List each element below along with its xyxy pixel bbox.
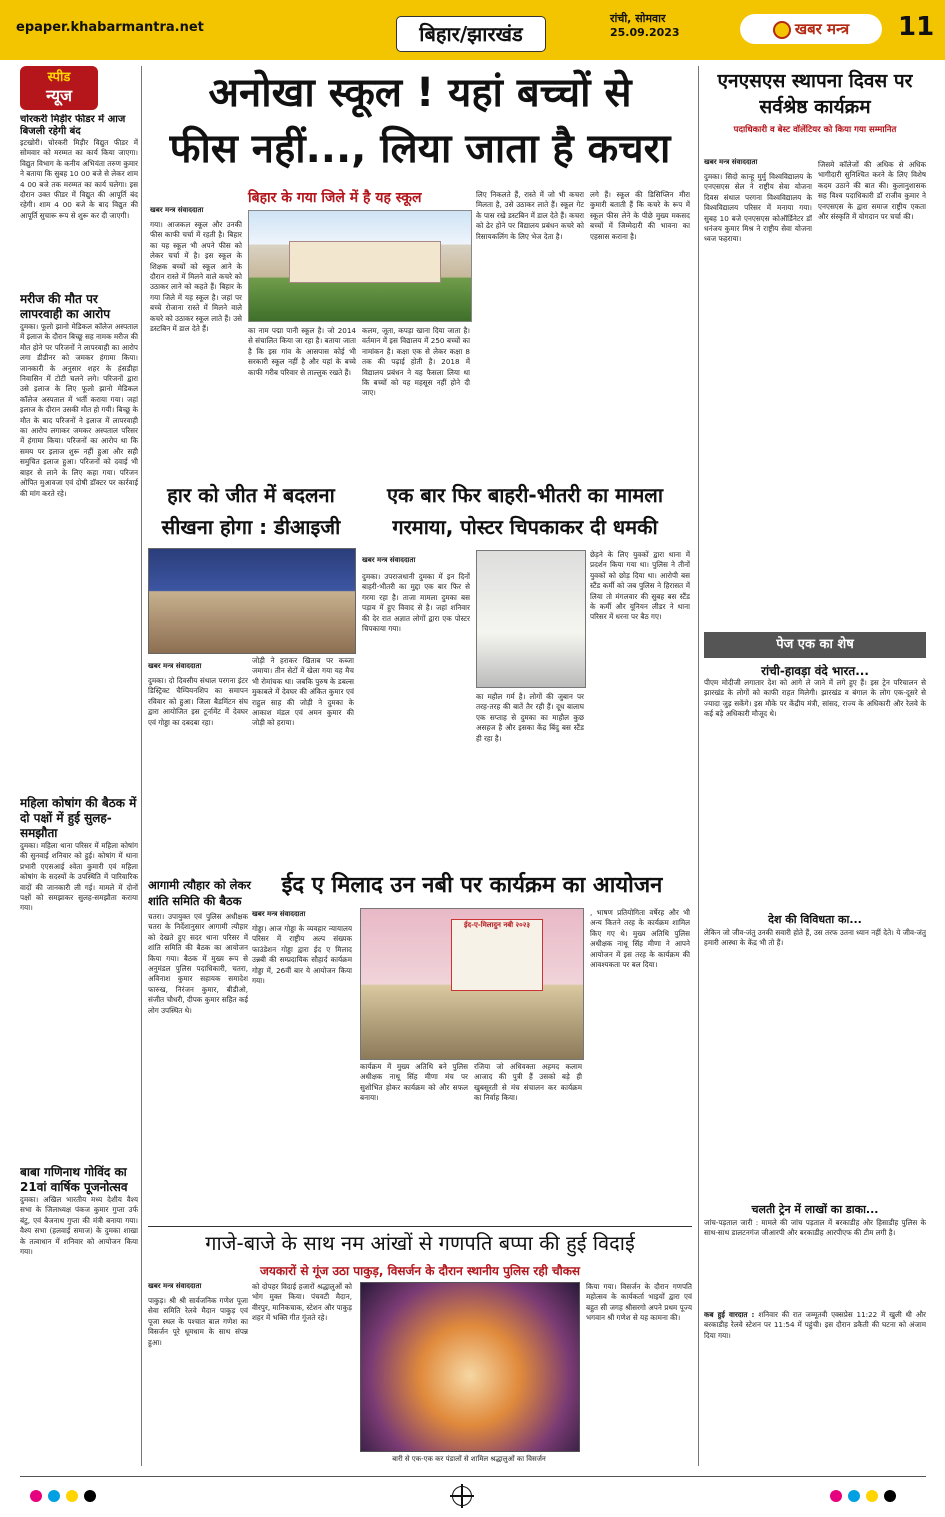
- speed-news-item: [20, 292, 138, 792]
- vande-bharat-headline: रांची-हावड़ा वंदे भारत...: [761, 664, 869, 678]
- crosshair-icon: [452, 1486, 472, 1506]
- train-robbery-time: [704, 1310, 926, 1466]
- train-robbery-body: जांच-पड़ताल जारी : मामले की जांच पड़ताल में बरकाडीह और हिसाडीह पुलिस के साथ-साथ डालटनगंज जीआरपी और बरकाडीह आरपीएफ की टीम लगी है।: [704, 1218, 926, 1238]
- color-dot: [830, 1490, 842, 1502]
- footer-rule: [20, 1476, 926, 1477]
- registration-marks-right: [830, 1490, 896, 1502]
- bahri-headline-line2: गरमाया, पोस्टर चिपकाकर दी धमकी: [392, 515, 658, 539]
- bahri-byline: खबर मन्त्र संवाददाता: [362, 556, 416, 564]
- meeting-body: चतरा। उपायुक्त एवं पुलिस अधीक्षक चतरा के निर्देशानुसार आगामी त्यौहार को देखते हुए सदर थाना परिसर में शांति समिति की बैठक का आयोजन किया गया। बैठक में मुख्य रूप से अनुमंडल पुलिस पदाधिकारी, चतरा, अविनाश कुमार सहायक समादेश फारुख, निरंजन कुमार, बीडीओ, संजीत चौधरी, दीपक कुमार सहित कई लोग उपस्थित थे।: [148, 912, 248, 1015]
- speed-news-logo: [20, 66, 98, 110]
- meeting-headline-line1: आगामी त्यौहार को लेकर: [148, 878, 251, 892]
- item-body: दुमका। अखिल भारतीय मध्य देशीय वैश्य सभा के जिलाध्यक्ष पंकज कुमार गुप्ता उर्फ बंटु, एवं बैजनाथ गुप्ता की मंत्री बनाया गया। वैश्य सभा (हलवाई समाज) के दुमका शाखा के तत्वाधान में शनिवार को आयोजन किया गया।: [20, 1195, 138, 1257]
- site-url[interactable]: epaper.khabarmantra.net: [16, 20, 204, 35]
- nss-headline: एनएसएस स्थापना दिवस पर सर्वश्रेष्ठ कार्यक्रम: [717, 70, 913, 118]
- eid-body-col2: , भाषण प्रतियोगिता वर्षेरह और भी अन्य कितने तरह के कार्यक्रम शामिल किए गए थे। मुख्य अतिथि पुलिस अधीक्षक नाथू सिंह मीणा ने आपने आयोजन में इस तरह के कार्यक्रम की आवश्यकता पर बल दिया।: [590, 908, 690, 970]
- city-day: रांची, सोमवार: [610, 12, 666, 25]
- school-building-shape: [289, 241, 441, 283]
- news-label: न्यूज: [46, 86, 72, 105]
- lead-kicker: बिहार के गया जिले में है यह स्कूल: [248, 190, 422, 206]
- speed-news-column: [20, 114, 138, 1474]
- ganpati-body-col3: किया गया। विसर्जन के दौरान गणपति महोत्सव के कार्यकर्ता भाइयों द्वारा एवं बहुत सी जगह श्रीसरगो अपने प्रथम पूज्य भगवान श्री गणेश से यह कामना की।: [586, 1282, 692, 1323]
- column-divider: [141, 66, 142, 1466]
- dig-headline-line1: हार को जीत में बदलना: [167, 483, 335, 507]
- ganpati-byline: खबर मन्त्र संवाददाता: [148, 1282, 202, 1290]
- bahri-body-col1: दुमका। उपराजधानी दुमका में इन दिनों बाहरी-भीतरी का मुद्दा एक बार फिर से गरमा रहा है। ताजा मामला दुमका बस पड़ाव में हुए विवाद से है। जहां शनिवार की देर रात अज्ञात लोगों द्वारा एक पोस्टर चिपकाया गया।: [362, 572, 470, 634]
- eid-byline: खबर मन्त्र संवाददाता: [252, 910, 306, 918]
- issue-date: 25.09.2023: [610, 26, 680, 39]
- color-dot: [48, 1490, 60, 1502]
- incident-time-label: कब हुई वारदात :: [704, 1310, 759, 1319]
- item-body: दुमका। फूलो झानो मेडिकल कॉलेज अस्पताल में इलाज के दौरान बिच्छू सह नामक मरीज की मौत होने पर परिजनों ने लापरवाही का आरोप लगा डीडीनर को जमकर हंगामा किया। जानकारी के अनुसार शहर के हंसडीहा निवासिन में टोटी चलने लगे। परिजनों द्वारा उसे इलाज के लिए फूलो झानो मेडिकल कॉलेज अस्पताल में भर्ती कराया गया। जहां इलाज के दौरान उसकी मौत हो गयी। बिच्छू के मौत के बाद परिजनों ने इलाज में लापरवाही का आरोप लगाकर जमकर अस्पताल परिसर में हंगामा किया। परिजनों का आरोप था कि समय पर इलाज शुरू नहीं हुआ और सही समुचित इलाज हुआ। परिजनों को दवाई भी बाहर से लाने के लिए कहा गया। परिजन ओपित मुआवजा एवं दोषी डॉक्टर पर कार्रवाई की मांग करते रहे।: [20, 322, 138, 498]
- item-title: बाबा गणिनाथ गोविंद का 21वां वार्षिक पूजनोत्सव: [20, 1165, 128, 1194]
- bahri-body-col3: छेड़ने के लिए युवकों द्वारा थाना में प्रदर्शन किया गया था। पुलिस ने तीनों युवकों को छोड़ दिया था। आरोपी बस स्टैंड कर्मी को जब पुलिस ने हिरासत में लिया तो मंगलवार की सुबह बस स्टैंड के कर्मी और यूनियन लीडर ने थाना परिसर में धरना पर बैठ गए।: [590, 550, 690, 622]
- bahri-body-col2: का महौल गर्म है। लोगों की जुबान पर तरह-तरह की बातें तैर रही हैं। दूध बालाघ एक सप्ताह से दुमका का माहौल कुछ असहज है और इसका केंद्र बिंदु बस स्टैंड ही रहा है।: [476, 692, 584, 743]
- item-body: दुमका। महिला थाना परिसर में महिला कोषांग की सुनवाई शनिवार को हुई। कोषांग में थाना प्रभारी एएसआई श्वेता कुमारी एवं महिला कोषांग के सदस्यों के उपस्थिति में पारिवारिक वादों की जानकारी ली गई। मामले में दोनों पक्षों को समझाकर सुलह-समझौता कराया गया।: [20, 841, 138, 913]
- lead-body-col4: लिए निकलते हैं, रास्ते में जो भी कचरा मिलता है, उसे उठाकर लाते हैं। स्कूल गेट के पास रखे डस्टबिन में डाल देते हैं। कचरा को ढेर होने पर विद्यालय प्रबंधन कचरे को रिसायकलिंग के लिए भेज देता है।: [476, 190, 584, 241]
- lead-body-col1: गया। आजकल स्कूल और उनकी फीस काफी चर्चा में रहती है। बिहार का यह स्कूल भी अपने फीस को लेकर चर्चा में है। इस स्कूल के शिक्षक बच्चों को स्कूल आने के दौरान रास्ते में मिलने वाले कचरे को उठाकर लाने को कहते हैं। बिहार के गया जिले में यह स्कूल है। जहां पर बच्चे रोजाना रास्ते में मिलने वाले कचरे को उठाकर स्कूल लाते हैं। उसे डस्टबिन में डाल देते हैं।: [150, 220, 242, 334]
- nss-subhead: पदाधिकारी व बेस्ट वॉलेंटियर को किया गया सम्मानित: [733, 125, 897, 135]
- column-divider: [698, 66, 699, 1466]
- date-line: [610, 12, 680, 40]
- color-dot: [866, 1490, 878, 1502]
- lead-headline-line2: फीस नहीं..., लिया जाता है कचरा: [169, 126, 671, 172]
- dig-headline-line2: सीखना होगा : डीआइजी: [161, 515, 341, 539]
- diversity-subhead: देश की विविधता का...: [768, 913, 862, 926]
- speed-label: स्पीड: [47, 70, 71, 85]
- lead-photo: [248, 210, 472, 322]
- ganpati-headline: गाजे-बाजे के साथ नम आंखों से गणपति बप्पा की हुई विदाई: [205, 1231, 635, 1255]
- dig-body-col2: जोड़ी ने हराकर खिताब पर कब्जा जमाया। तीन सेटों में खेला गया यह मैच भी रोमांचक था। जबकि पुरुष के डबल्स मुकाबले में देवघर की अंकित कुमार एवं राहुल साह की जोड़ी ने दुमका के आकाश मंडल एवं अमन कुमार की जोड़ी को हराया।: [252, 656, 354, 728]
- diversity-body: लेकिन जो जीव-जंतु उनकी सवारी होते हैं, उस तरफ उतना ध्यान नहीं देते। ये जीव-जंतु हमारी आस्था के केंद्र भी तो हैं।: [704, 928, 926, 948]
- nss-byline: खबर मन्त्र संवाददाता: [704, 158, 758, 166]
- eid-banner: ईद-ए-मिलादुन नबी २०२३: [451, 919, 543, 991]
- eid-body-col1: गोड्डा। आज गोड्डा के व्यवहार न्यायालय परिसर में राष्ट्रीय अल्प संख्यक फाउंडेशन गोड्डा द्वारा ईद ए मिलाद उन्नबी की सम्प्रदायिक सौहार्द कार्यक्रम गोड्डा में, 26वीं बार ये आयोजन किया गया।: [252, 924, 352, 986]
- ganpati-photo: [360, 1282, 580, 1452]
- ganpati-photo-caption: बारी से एक-एक कर पंडालों से शामिल श्रद्धालुओं का विसर्जन: [392, 1455, 546, 1463]
- lead-byline: खबर मन्त्र संवाददाता: [150, 206, 204, 214]
- ganpati-body-col1: पाकुड़। श्री श्री सार्वजनिक गणेश पूजा सेवा समिति रेलवे मैदान पाकुड़ एवं पूजा स्थल के पश्चात बाल गणेश का विसर्जन पूरे धूमधाम के साथ संपन्न हुआ।: [148, 1296, 248, 1347]
- eid-headline: ईद ए मिलाद उन नबी पर कार्यक्रम का आयोजन: [281, 873, 663, 898]
- color-dot: [884, 1490, 896, 1502]
- speed-news-item: [20, 114, 138, 288]
- lead-headline-line1: अनोखा स्कूल ! यहां बच्चों से: [208, 70, 632, 116]
- train-robbery-subhead: चलती ट्रेन में लाखों का डाका...: [751, 1203, 879, 1216]
- lead-body-col5: लगे हैं। स्कूल की डिसिप्लिन मीरा कुमारी बताती हैं कि कचरे के रूप में स्कूल फीस लेने के पीछे मुख्य मकसद बच्चों में जिम्मेदारी की भावना का एहसास कराना है।: [590, 190, 690, 241]
- eid-body-col4: रजिया जो अधिवक्ता अहमद कलाम आजाद की पुत्री हैं उसको बड़े ही खुबसूरती से मंच संचालन कर कार्यक्रम का निर्वाह किया।: [474, 1062, 582, 1103]
- item-title: मरीज की मौत पर लापरवाही का आरोप: [20, 292, 111, 321]
- item-body: इटखोरी। चोरकरी मिड़ीर विद्युत फीडर में सोमवार को मरम्मत का कार्य किया जाएगा। विद्युत विभाग के कनीय अभियंता तरुण कुमार ने बताया कि सुबह 10 00 बजे से लेकर शाम 4 00 बजे तक मरम्मत का कार्य चलेगा। इस दौरान उक्त फीडर में विद्युत की आपूर्ति बंद रहेगी। शाम 4 00 बजे के बाद विद्युत की आपूर्ति सुचारू रूप से शुरू कर दी जाएगी।: [20, 138, 138, 220]
- meeting-headline-line2: शांति समिति की बैठक: [148, 894, 242, 908]
- ganpati-headline-rule: [148, 1226, 692, 1227]
- eid-photo: [360, 908, 584, 1060]
- lead-body-col2: का नाम पद्मा पानी स्कूल है। जो 2014 से संचालित किया जा रहा है। बताया जाता है कि इस गांव के आसपास कोई भी सरकारी स्कूल नहीं है और यहां के बच्चे काफी गरीब परिवार से ताल्लुक रखते हैं।: [248, 326, 356, 377]
- section-label: बिहार/झारखंड: [396, 16, 546, 52]
- nss-body-col1: दुमका। सिदो कान्हू मुर्मु विश्वविद्यालय के एनएसएस सेल ने राष्ट्रीय सेवा योजना दिवस संथाल परगना विश्वविद्यालय के विश्वविद्यालय परिसर में मनाया गया। सुबह 10 बजे एनएसएस कोऑर्डिनेटर डॉ धनंजय कुमार मिश्र ने राष्ट्रीय सेवा योजना ध्वज फहराया।: [704, 172, 812, 244]
- ganpati-subhead: जयकारों से गूंज उठा पाकुड़, विसर्जन के दौरान स्थानीय पुलिस रही चौकस: [259, 1264, 581, 1278]
- incident-time-body: शनिवार की रात जम्मूतवी एक्सप्रेस 11:22 में खुली थी और बरकाडीह रेलवे स्टेशन पर 11:54 में पहुंची। इस दौरान डकैती की घटना को अंजाम दिया गया।: [704, 1310, 926, 1340]
- bahri-headline-line1: एक बार फिर बाहरी-भीतरी का मामला: [386, 483, 664, 507]
- registration-marks-left: [30, 1490, 96, 1502]
- color-dot: [30, 1490, 42, 1502]
- continued-section-bar: [704, 632, 926, 658]
- eid-body-col3: कार्यक्रम में मुख्य अतिथि बने पुलिस अधीक्षक नाथू सिंह मीणा मंच पर सुशोभित होकर कार्यक्रम को और सफल बनाया।: [360, 1062, 468, 1103]
- dig-photo: [148, 548, 356, 654]
- color-dot: [848, 1490, 860, 1502]
- speed-news-item: [20, 1165, 138, 1455]
- sun-icon: [773, 21, 791, 39]
- poster-photo: [476, 550, 586, 688]
- dig-body-col1: दुमका। दो दिवसीय संथाल परगना इंटर डिस्ट्रिक्ट चैम्पियनशिप का समापन रविवार को हुआ। जिला बैडमिंटन संघ द्वारा आयोजित इस टूर्नामेंट में देवघर एवं गोड्डा का दबदबा रहा।: [148, 676, 248, 727]
- ganpati-body-col2: को दोपहर विदाई हजारों श्रद्धालुओं को भोग मुक्त किया। पंचवटी मैदान, वीरपुर, मानिकचाक, स्टेशन और पाकुड़ शहर में भक्ति गीत गूंजते रहे।: [252, 1282, 352, 1323]
- color-dot: [84, 1490, 96, 1502]
- item-title: महिला कोषांग की बैठक में दो पक्षों में हुई सुलह-समझौता: [20, 796, 137, 840]
- item-title: चोरकरी मिड़ीर फीडर में आज बिजली रहेगी बंद: [20, 114, 126, 137]
- color-dot: [66, 1490, 78, 1502]
- masthead-bar: [0, 0, 945, 60]
- dig-byline: खबर मन्त्र संवाददाता: [148, 662, 202, 670]
- nss-body-col2: जिसमे कॉलेजों की अधिक से अधिक भागीदारी सुनिश्चित करने के लिए विशेष कदम उठाने की बात की। कुलानुशासक सह विश्व पदाधिकारी डॉ राजीव कुमार ने एनएसएस के द्वारा समाज राष्ट्रीय एकता और संस्कृति में योगदान पर चर्चा की।: [818, 160, 926, 222]
- brand-logo: खबर मन्त्र: [740, 14, 882, 44]
- lead-body-col3: कलम, जूता, कपड़ा खाना दिया जाता है। वर्तमान में इस विद्यालय में 250 बच्चों का नामांकन है। कक्षा एक से लेकर कक्षा 8 तक की पढ़ाई होती है। 2018 में विद्यालय प्रबंधन ने यह फैसला लिया था कि बच्चों को यह महसूस नहीं होने दी जाए।: [362, 326, 470, 398]
- page-number: 11: [898, 12, 935, 42]
- speed-news-item: [20, 796, 138, 1161]
- continued-label: पेज एक का शेष: [776, 637, 854, 652]
- vande-bharat-body: पीएम मोदीजी लगातार देश को आगे ले जाने में लगे हुए हैं। इस ट्रेन परिचालन से झारखंड के लोगों को काफी राहत मिलेगी। झारखंड व बंगाल के लोग एक-दूसरे से ज्यादा जुड़ सकेंगे। इस मौके पर केंद्रीय मंत्री, सांसद, राज्य के अधिकारी और रेलवे के कई बड़े अधिकारी मौजूद थे।: [704, 678, 926, 719]
